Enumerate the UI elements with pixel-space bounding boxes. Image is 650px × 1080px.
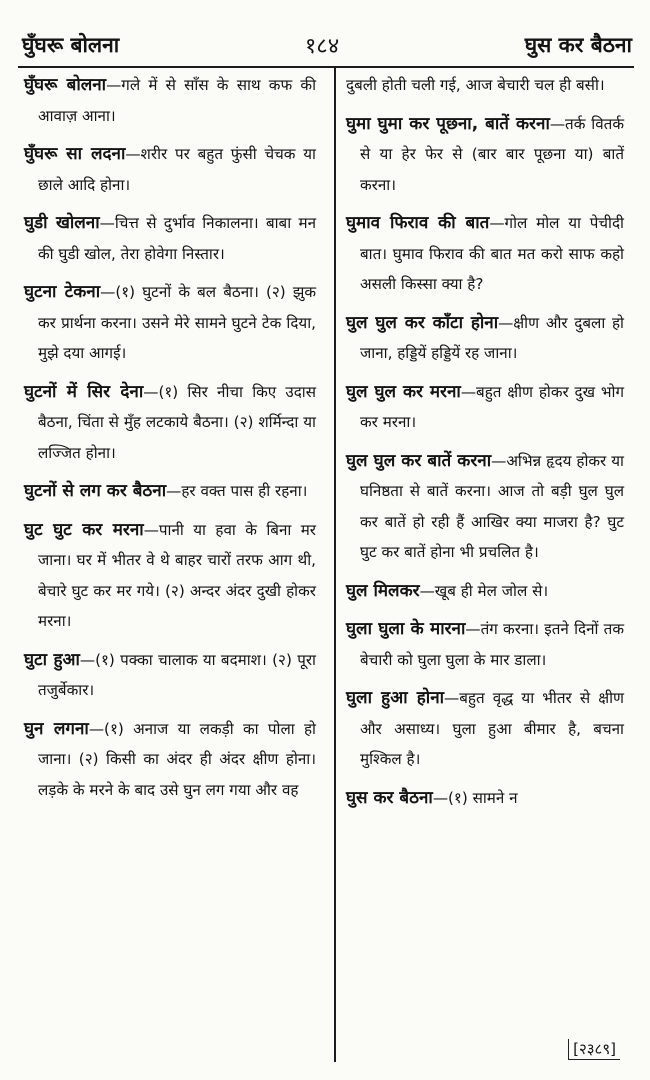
- entry-text: —चित्त से दुर्भाव निकालना। बाबा मन की घुडी खोल, तेरा होवेगा निस्तार।: [38, 214, 316, 263]
- entry-headword: घुडी खोलना: [24, 213, 100, 233]
- dictionary-entry: [24, 70, 316, 131]
- entry-headword: घुटनों में सिर देना: [24, 381, 144, 402]
- entry-headword: घुँघरू सा लदना: [24, 144, 126, 164]
- signature-code: [२३८९]: [568, 1039, 620, 1060]
- entry-text: —(१) अनाज या लकड़ी का पोला हो जाना। (२) किसी का अंदर ही अंदर क्षीण होना। लड़के के मरने के बाद उसे घुन लग गया और वह: [38, 719, 316, 799]
- entry-headword: घुल घुल कर काँटा होना: [346, 312, 499, 333]
- entry-headword: घुटनों से लग कर बैठना: [24, 481, 167, 501]
- dictionary-entry: [346, 576, 624, 607]
- entry-text: —अभिन्न हृदय होकर या घनिष्ठता से बातें करना। आज तो बड़ी घुल घुल कर बातें हो रही हैं आखिर क्या माजरा है? घुट घुट कर बातें होना भी प्रचलित है।: [360, 451, 624, 561]
- entry-text: —हर वक्त पास ही रहना।: [166, 482, 308, 500]
- dictionary-entry: [346, 70, 624, 101]
- entry-text: —बहुत वृद्ध या भीतर से क्षीण और असाध्य। घुला हुआ बीमार है, बचना मुश्किल है।: [360, 689, 624, 768]
- entry-text: —खूब ही मेल जोल से।: [419, 581, 549, 600]
- entry-headword: घुल घुल कर मरना: [346, 381, 461, 402]
- entry-headword: घुटना टेकना: [24, 282, 101, 302]
- entry-headword: घुटा हुआ: [24, 649, 80, 670]
- entry-headword: घुल घुल कर बातें करना: [346, 450, 492, 471]
- entry-text: —क्षीण और दुबला हो जाना, हड्डियें हड्डियें रह जाना।: [360, 313, 624, 362]
- entry-headword: घुन लगना: [24, 718, 89, 739]
- entry-text: —शरीर पर बहुत फुंसी चेचक या छाले आदि होना।: [38, 145, 316, 194]
- entry-headword: घुँघरू बोलना: [24, 75, 107, 95]
- dictionary-entry: [346, 614, 624, 675]
- entry-headword: घुला हुआ होना: [346, 688, 445, 708]
- header-right-guideword: घुस कर बैठना: [524, 33, 632, 57]
- entry-text: —(१) सामने न: [432, 788, 518, 807]
- dictionary-entry: [24, 277, 316, 369]
- dictionary-entry: [24, 377, 316, 469]
- dictionary-entry: [24, 476, 316, 507]
- right-column: [346, 70, 624, 821]
- dictionary-entry: [24, 645, 316, 706]
- entry-headword: घुमाव फिराव की बात: [346, 213, 490, 233]
- column-divider: [334, 68, 336, 1062]
- dictionary-entry: [346, 208, 624, 300]
- dictionary-entry: [346, 783, 624, 814]
- header-rule: [18, 66, 634, 68]
- entry-text: —(१) सिर नीचा किए उदास बैठना, चिंता से मुँह लटकाये बैठना। (२) शर्मिन्दा या लज्जित होना।: [38, 382, 317, 462]
- dictionary-entry: [346, 446, 624, 568]
- entry-text: —(१) पक्का चालाक या बदमाश। (२) पूरा तजुर्बेकार।: [38, 650, 316, 699]
- left-column: [24, 70, 316, 813]
- entry-headword: घुस कर बैठना: [346, 787, 433, 808]
- dictionary-entry: [346, 377, 624, 438]
- entry-text: —(१) घुटनों के बल बैठना। (२) झुक कर प्रार्थना करना। उसने मेरे सामने घुटने टेक दिया, मुझे दया आगई।: [38, 283, 316, 362]
- dictionary-entry: [24, 139, 316, 200]
- dictionary-entry: [346, 683, 624, 775]
- dictionary-entry: [24, 515, 316, 637]
- dictionary-entry: [24, 208, 316, 269]
- entry-text: —गले में से साँस के साथ कफ की आवाज़ आना।: [38, 76, 316, 125]
- entry-headword: घुट घुट कर मरना: [24, 519, 144, 540]
- entry-text: —बहुत क्षीण होकर दुख भोग कर मरना।: [360, 382, 624, 431]
- page-number: १८४: [304, 34, 340, 59]
- entry-headword: घुल मिलकर: [346, 580, 420, 601]
- entry-text: —गोल मोल या पेचीदी बात। घुमाव फिराव की बात मत करो साफ कहो असली किस्सा क्या है?: [360, 214, 624, 293]
- entry-headword: घुला घुला के मारना: [346, 619, 466, 639]
- entry-text: दुबली होती चली गई, आज बेचारी चल ही बसी।: [346, 76, 605, 94]
- dictionary-entry: [24, 714, 316, 806]
- dictionary-entry: [346, 308, 624, 369]
- entry-text: —तंग करना। इतने दिनों तक बेचारी को घुला घुला के मार डाला।: [360, 620, 624, 669]
- entry-text: —पानी या हवा के बिना मर जाना। घर में भीतर वे थे बाहर चारों तरफ आग थी, बेचारे घुट कर मर गये। (२) अन्दर अंदर दुखी होकर मरना।: [38, 520, 317, 630]
- page-header: [22, 28, 632, 62]
- header-left-guideword: घुँघरू बोलना: [22, 33, 120, 57]
- entry-text: —तर्क वितर्क से या हेर फेर से (बार बार पूछना या) बातें करना।: [360, 114, 624, 194]
- dictionary-entry: [346, 109, 624, 201]
- entry-headword: घुमा घुमा कर पूछना, बातें करना: [346, 113, 550, 134]
